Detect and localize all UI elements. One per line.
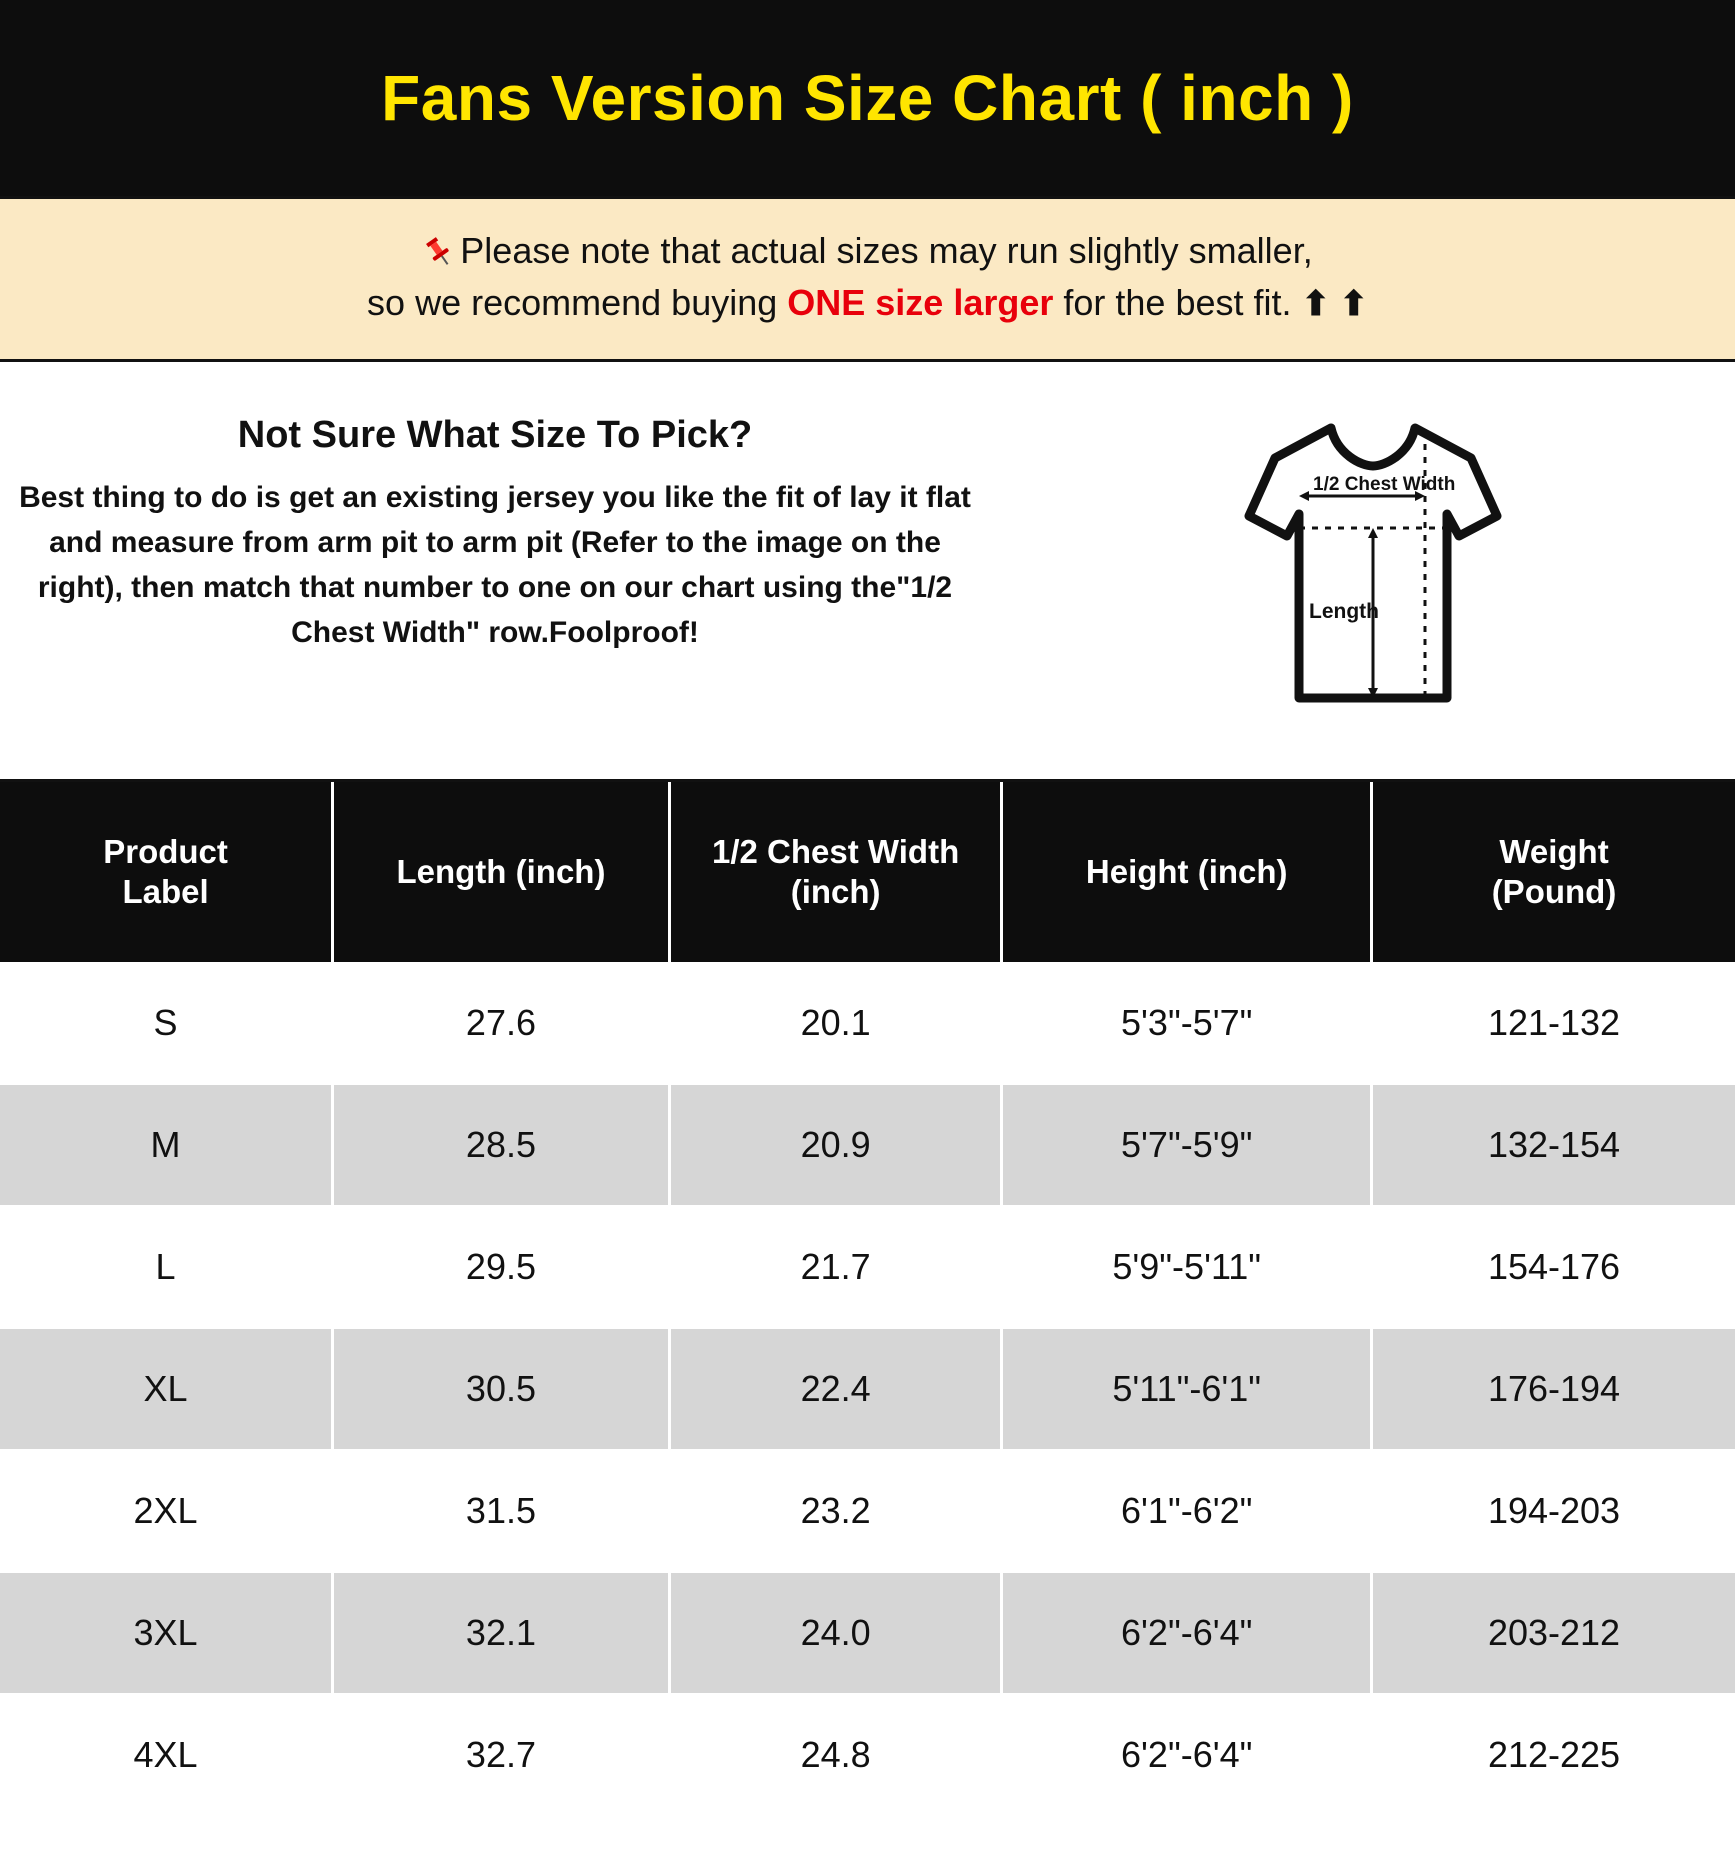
table-row [0, 1572, 1735, 1694]
cell-chest-width: 21.7 [669, 1206, 1002, 1328]
col3-line1: 1/2 Chest Width [712, 833, 960, 871]
tshirt-diagram [1213, 410, 1533, 720]
table-row [0, 962, 1735, 1084]
arrow-up-icon: ⬆ ⬆ [1301, 285, 1368, 324]
cell-length: 30.5 [333, 1328, 670, 1450]
cell-weight: 203-212 [1372, 1572, 1735, 1694]
col1-line1: Product [103, 833, 228, 871]
tshirt-figure [1010, 404, 1735, 749]
cell-weight: 132-154 [1372, 1084, 1735, 1206]
cell-height: 6'2"-6'4" [1002, 1572, 1372, 1694]
sizing-help-section [0, 362, 1735, 782]
cell-length: 32.7 [333, 1694, 670, 1816]
column-header-weight [1372, 782, 1735, 962]
page-title: Fans Version Size Chart ( inch ) [381, 62, 1354, 134]
table-body [0, 962, 1735, 1816]
table-header-row [0, 782, 1735, 962]
cell-height: 6'1"-6'2" [1002, 1450, 1372, 1572]
length-label: Length [1308, 600, 1379, 624]
cell-weight: 176-194 [1372, 1328, 1735, 1450]
sizing-help-body: Best thing to do is get an existing jersey you like the fit of lay it flat and measure from arm pit to arm pit (Refer to the image on the right), then match that number to one on our chart using the"1/2 Chest Width" row.Foolproof! [19, 481, 971, 650]
cell-chest-width: 23.2 [669, 1450, 1002, 1572]
cell-length: 31.5 [333, 1450, 670, 1572]
chest-width-label: 1/2 Chest Width [1312, 474, 1455, 496]
sizing-help-heading: Not Sure What Size To Pick? [237, 414, 753, 457]
note-line-2 [20, 277, 1715, 329]
sizing-help-text [0, 404, 1010, 749]
page-header [0, 0, 1735, 196]
col5-line1: Weight [1499, 833, 1609, 871]
cell-length: 32.1 [333, 1572, 670, 1694]
table-row [0, 1328, 1735, 1450]
cell-chest-width: 20.1 [669, 962, 1002, 1084]
column-header-length: Length (inch) [333, 782, 670, 962]
column-header-product-label [0, 782, 333, 962]
column-header-chest-width [669, 782, 1002, 962]
note-text-2a: so we recommend buying [367, 282, 788, 324]
cell-length: 29.5 [333, 1206, 670, 1328]
cell-length: 28.5 [333, 1084, 670, 1206]
cell-length: 27.6 [333, 962, 670, 1084]
cell-weight: 212-225 [1372, 1694, 1735, 1816]
table-row [0, 1694, 1735, 1816]
cell-weight: 121-132 [1372, 962, 1735, 1084]
cell-chest-width: 20.9 [669, 1084, 1002, 1206]
cell-height: 5'9"-5'11" [1002, 1206, 1372, 1328]
pushpin-icon [422, 231, 456, 265]
note-banner [0, 196, 1735, 362]
table-row [0, 1450, 1735, 1572]
cell-size: S [0, 962, 333, 1084]
size-chart-table [0, 782, 1735, 1817]
note-line-1 [20, 225, 1715, 277]
cell-chest-width: 24.0 [669, 1572, 1002, 1694]
cell-size: L [0, 1206, 333, 1328]
note-text-2b: for the best fit. [1053, 282, 1302, 324]
cell-height: 5'7"-5'9" [1002, 1084, 1372, 1206]
cell-chest-width: 24.8 [669, 1694, 1002, 1816]
col5-line2: (Pound) [1491, 873, 1617, 911]
cell-height: 6'2"-6'4" [1002, 1694, 1372, 1816]
col3-line2: (inch) [790, 873, 881, 911]
cell-size: 2XL [0, 1450, 333, 1572]
cell-size: 4XL [0, 1694, 333, 1816]
cell-height: 5'11"-6'1" [1002, 1328, 1372, 1450]
cell-size: M [0, 1084, 333, 1206]
table-row [0, 1084, 1735, 1206]
cell-weight: 154-176 [1372, 1206, 1735, 1328]
note-emphasis: ONE size larger [787, 282, 1054, 324]
column-header-height: Height (inch) [1002, 782, 1372, 962]
cell-size: 3XL [0, 1572, 333, 1694]
table-row [0, 1206, 1735, 1328]
cell-size: XL [0, 1328, 333, 1450]
note-text-1: Please note that actual sizes may run slightly smaller, [460, 230, 1313, 271]
col1-line2: Label [122, 873, 209, 911]
cell-chest-width: 22.4 [669, 1328, 1002, 1450]
cell-height: 5'3"-5'7" [1002, 962, 1372, 1084]
cell-weight: 194-203 [1372, 1450, 1735, 1572]
